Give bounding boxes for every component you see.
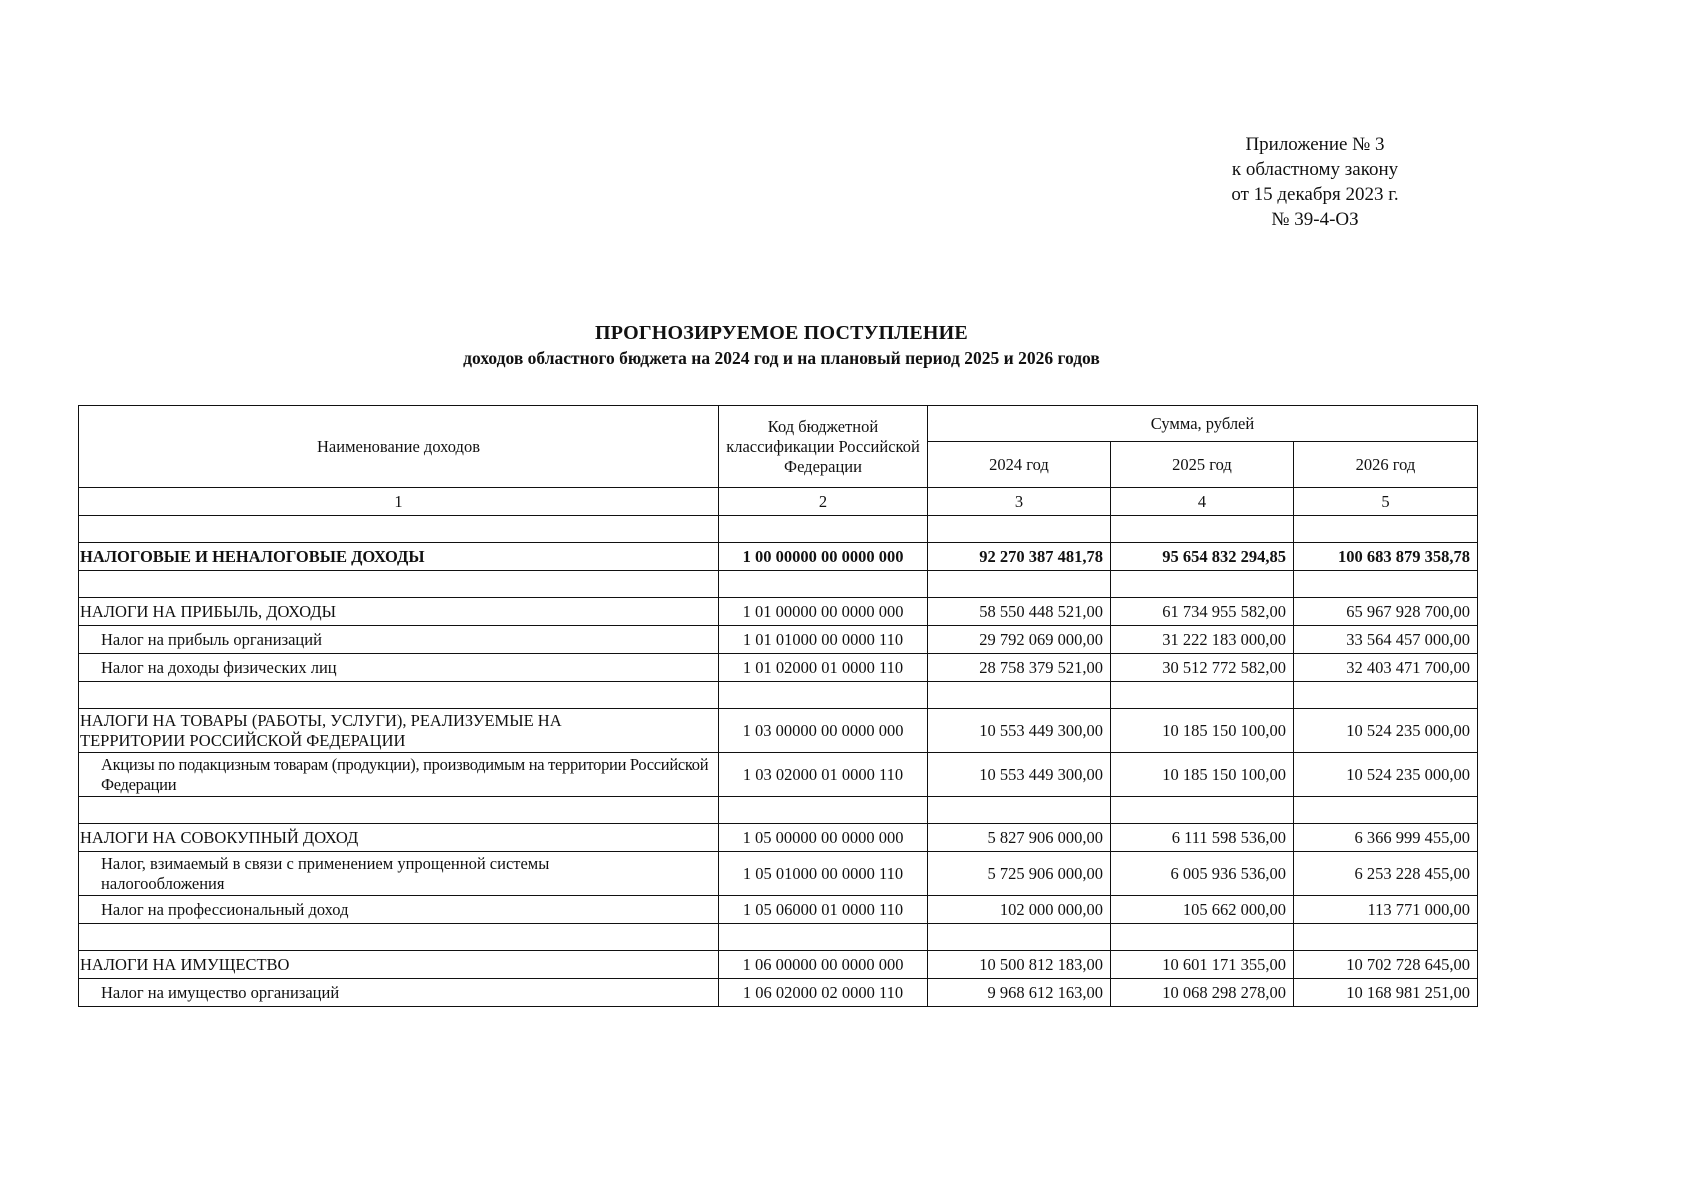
- header-year-2026: 2026 год: [1294, 442, 1478, 488]
- row-value-2024: 10 553 449 300,00: [928, 709, 1111, 753]
- title-main: ПРОГНОЗИРУЕМОЕ ПОСТУПЛЕНИЕ: [595, 322, 968, 344]
- row-value-2025: 6 005 936 536,00: [1111, 852, 1294, 896]
- title-subtitle: доходов областного бюджета на 2024 год и на плановый период 2025 и 2026 годов: [463, 348, 1100, 368]
- table-row: [79, 979, 1478, 1007]
- row-code: 1 01 02000 01 0000 110: [719, 654, 928, 682]
- row-value-2026: 33 564 457 000,00: [1294, 626, 1478, 654]
- header-name: Наименование доходов: [79, 406, 719, 488]
- column-number: 5: [1294, 488, 1478, 516]
- row-value-2026: 10 524 235 000,00: [1294, 753, 1478, 797]
- row-code: 1 05 06000 01 0000 110: [719, 896, 928, 924]
- row-name: НАЛОГИ НА ТОВАРЫ (РАБОТЫ, УСЛУГИ), РЕАЛИЗУЕМЫЕ НА ТЕРРИТОРИИ РОССИЙСКОЙ ФЕДЕРАЦИИ: [79, 709, 719, 753]
- row-value-2026: 32 403 471 700,00: [1294, 654, 1478, 682]
- appendix-line: к областному закону: [1231, 159, 1399, 180]
- row-name: Налог на доходы физических лиц: [79, 654, 719, 682]
- header-row: [79, 406, 1478, 442]
- row-value-2025: 10 068 298 278,00: [1111, 979, 1294, 1007]
- row-name: Налог, взимаемый в связи с применением упрощенной системы налогообложения: [79, 852, 719, 896]
- row-value-2024: 9 968 612 163,00: [928, 979, 1111, 1007]
- row-name: Налог на профессиональный доход: [79, 896, 719, 924]
- row-name: НАЛОГИ НА ПРИБЫЛЬ, ДОХОДЫ: [79, 598, 719, 626]
- column-number: 1: [79, 488, 719, 516]
- row-value-2026: 10 168 981 251,00: [1294, 979, 1478, 1007]
- row-value-2026: 6 366 999 455,00: [1294, 824, 1478, 852]
- row-code: 1 05 00000 00 0000 000: [719, 824, 928, 852]
- row-name: НАЛОГИ НА ИМУЩЕСТВО: [79, 951, 719, 979]
- row-name: Налог на имущество организаций: [79, 979, 719, 1007]
- spacer-row: [79, 924, 1478, 951]
- row-value-2026: 113 771 000,00: [1294, 896, 1478, 924]
- table-row: [79, 824, 1478, 852]
- row-value-2025: 31 222 183 000,00: [1111, 626, 1294, 654]
- appendix-line: Приложение № 3: [1245, 134, 1385, 155]
- row-value-2026: 65 967 928 700,00: [1294, 598, 1478, 626]
- row-name: НАЛОГОВЫЕ И НЕНАЛОГОВЫЕ ДОХОДЫ: [79, 543, 719, 571]
- column-number: 4: [1111, 488, 1294, 516]
- row-code: 1 03 02000 01 0000 110: [719, 753, 928, 797]
- column-number: 3: [928, 488, 1111, 516]
- row-value-2026: 10 702 728 645,00: [1294, 951, 1478, 979]
- row-code: 1 05 01000 00 0000 110: [719, 852, 928, 896]
- row-value-2025: 6 111 598 536,00: [1111, 824, 1294, 852]
- appendix-line: № 39-4-ОЗ: [1271, 209, 1359, 230]
- table-row: [79, 951, 1478, 979]
- row-value-2025: 105 662 000,00: [1111, 896, 1294, 924]
- row-value-2026: 100 683 879 358,78: [1294, 543, 1478, 571]
- row-value-2025: 10 185 150 100,00: [1111, 709, 1294, 753]
- spacer-row: [79, 797, 1478, 824]
- spacer-row: [79, 571, 1478, 598]
- header-code: Код бюджетной классификации Российской Федерации: [719, 406, 928, 488]
- table-row: [79, 626, 1478, 654]
- table-row: [79, 654, 1478, 682]
- document-title: [0, 320, 1563, 370]
- row-value-2025: 95 654 832 294,85: [1111, 543, 1294, 571]
- row-value-2025: 10 185 150 100,00: [1111, 753, 1294, 797]
- row-value-2025: 30 512 772 582,00: [1111, 654, 1294, 682]
- table-row: [79, 753, 1478, 797]
- row-name: НАЛОГИ НА СОВОКУПНЫЙ ДОХОД: [79, 824, 719, 852]
- row-value-2024: 5 725 906 000,00: [928, 852, 1111, 896]
- row-code: 1 03 00000 00 0000 000: [719, 709, 928, 753]
- row-value-2026: 10 524 235 000,00: [1294, 709, 1478, 753]
- column-number: 2: [719, 488, 928, 516]
- row-value-2024: 29 792 069 000,00: [928, 626, 1111, 654]
- row-value-2025: 61 734 955 582,00: [1111, 598, 1294, 626]
- table-row: [79, 896, 1478, 924]
- row-value-2024: 92 270 387 481,78: [928, 543, 1111, 571]
- row-value-2025: 10 601 171 355,00: [1111, 951, 1294, 979]
- header-year-2025: 2025 год: [1111, 442, 1294, 488]
- row-value-2024: 28 758 379 521,00: [928, 654, 1111, 682]
- row-code: 1 06 02000 02 0000 110: [719, 979, 928, 1007]
- header-sum: Сумма, рублей: [928, 406, 1478, 442]
- table-row: [79, 709, 1478, 753]
- spacer-row: [79, 682, 1478, 709]
- header-year-2024: 2024 год: [928, 442, 1111, 488]
- row-code: 1 01 01000 00 0000 110: [719, 626, 928, 654]
- row-value-2024: 10 500 812 183,00: [928, 951, 1111, 979]
- table-row: [79, 852, 1478, 896]
- row-value-2024: 10 553 449 300,00: [928, 753, 1111, 797]
- revenue-table: [78, 405, 1478, 1007]
- row-code: 1 06 00000 00 0000 000: [719, 951, 928, 979]
- row-name: Налог на прибыль организаций: [79, 626, 719, 654]
- row-value-2026: 6 253 228 455,00: [1294, 852, 1478, 896]
- row-value-2024: 58 550 448 521,00: [928, 598, 1111, 626]
- row-code: 1 00 00000 00 0000 000: [719, 543, 928, 571]
- spacer-row: [79, 516, 1478, 543]
- table-row: [79, 598, 1478, 626]
- column-number-row: [79, 488, 1478, 516]
- appendix-block: [1185, 132, 1445, 232]
- table-row: [79, 543, 1478, 571]
- row-value-2024: 102 000 000,00: [928, 896, 1111, 924]
- row-name: Акцизы по подакцизным товарам (продукции), производимым на территории Российской Федерации: [79, 753, 719, 797]
- row-code: 1 01 00000 00 0000 000: [719, 598, 928, 626]
- appendix-line: от 15 декабря 2023 г.: [1231, 184, 1399, 205]
- row-value-2024: 5 827 906 000,00: [928, 824, 1111, 852]
